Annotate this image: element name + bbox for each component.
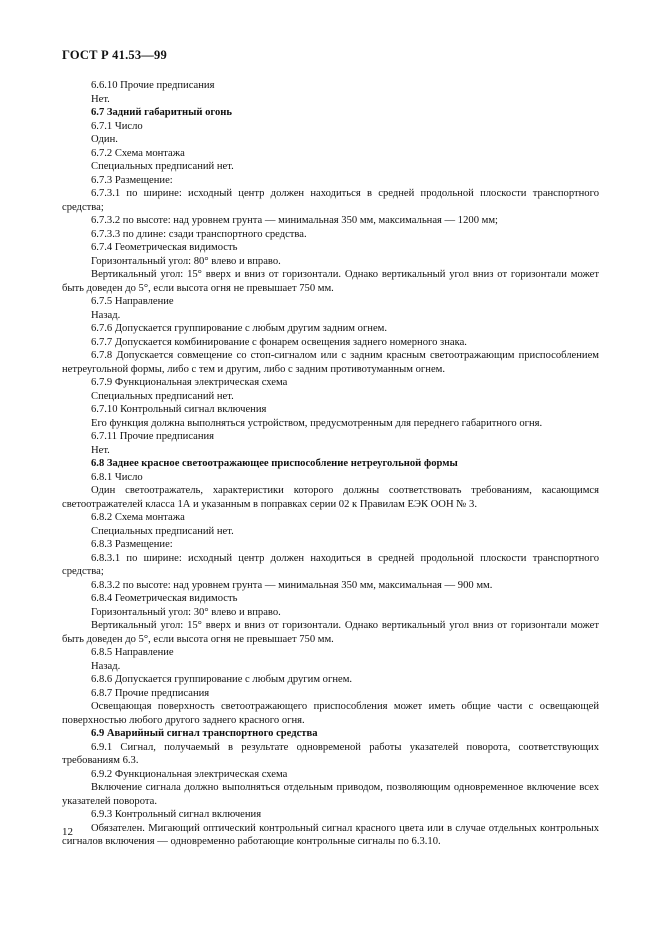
paragraph: 6.8.3 Размещение: [91, 539, 173, 550]
section-heading: 6.8 Заднее красное светоотражающее приспособление нетреугольной формы [91, 458, 458, 469]
paragraph: Один. [91, 134, 118, 145]
paragraph: 6.9.3 Контрольный сигнал включения [91, 809, 262, 820]
paragraph: Его функция должна выполняться устройством, предусмотренным для переднего габаритного огня. [91, 417, 543, 429]
paragraph: 6.7.2 Схема монтажа [91, 147, 185, 159]
paragraph: 6.8.1 Число [91, 471, 143, 483]
paragraph: 6.7.8 Допускается совмещение со стоп-сигналом или с задним красным светоотражающим приспособлением нетреугольной формы, либо с тем и другим, либо с задним противотуманным огнем. [62, 350, 599, 375]
paragraph: 6.8.2 Схема монтажа [91, 512, 185, 523]
paragraph: 6.7.7 Допускается комбинирование с фонарем освещения заднего номерного знака. [91, 336, 467, 348]
paragraph: 6.7.11 Прочие предписания [91, 431, 215, 442]
paragraph: 6.7.5 Направление [91, 296, 174, 307]
section-heading: 6.7 Задний габаритный огонь [91, 107, 232, 118]
paragraph: Обязателен. Мигающий оптический контрольный сигнал красного цвета или в случае отдельных контрольных сигналов включения — одновременно работающие контрольные сигналы по 6.3.10. [62, 822, 599, 847]
paragraph: Специальных предписаний нет. [91, 161, 234, 172]
paragraph: Один светоотражатель, характеристики которого должны соответствовать требованиям, касающимся светоотражателей класса 1А и указанным в поправках серии 02 к Правилам ЕЭК ООН № 3. [62, 485, 599, 510]
paragraph: 6.7.3.1 по ширине: исходный центр должен находиться в средней продольной плоскости транспортного средства; [62, 188, 599, 213]
paragraph: 6.9.1 Сигнал, получаемый в результате одновременой работы указателей поворота, соответствующих требованиям 6.3. [62, 741, 599, 766]
paragraph: Вертикальный угол: 15° вверх и вниз от горизонтали. Однако вертикальный угол вниз от горизонтали может быть доведен до 5°, если высота огня не превышает 750 мм. [62, 269, 599, 294]
paragraph: 6.7.3 Размещение: [91, 174, 173, 186]
paragraph: Горизонтальный угол: 80° влево и вправо. [91, 255, 281, 267]
document-body [62, 79, 599, 849]
paragraph: Вертикальный угол: 15° вверх и вниз от горизонтали. Однако вертикальный угол вниз от горизонтали может быть доведен до 5°, если высота огня не превышает 750 мм. [62, 620, 599, 645]
paragraph: 6.7.10 Контрольный сигнал включения [91, 404, 267, 415]
paragraph: 6.6.10 Прочие предписания [91, 80, 215, 91]
document-code-header: ГОСТ Р 41.53—99 [62, 48, 167, 62]
paragraph: 6.7.1 Число [91, 120, 143, 132]
paragraph: 6.7.3.2 по высоте: над уровнем грунта — минимальная 350 мм, максимальная — 1200 мм; [91, 215, 498, 226]
paragraph: Специальных предписаний нет. [91, 390, 234, 402]
paragraph: 6.9.2 Функциональная электрическая схема [91, 768, 288, 780]
paragraph: 6.7.4 Геометрическая видимость [91, 242, 238, 253]
paragraph: 6.8.3.1 по ширине: исходный центр должен находиться в средней продольной плоскости транспортного средства; [62, 552, 599, 577]
paragraph: 6.8.5 Направление [91, 647, 174, 658]
paragraph: 6.8.6 Допускается группирование с любым другим огнем. [91, 674, 353, 685]
paragraph: 6.8.7 Прочие предписания [91, 687, 210, 699]
section-heading: 6.9 Аварийный сигнал транспортного средства [91, 728, 318, 739]
paragraph: Специальных предписаний нет. [91, 525, 234, 537]
page-number: 12 [62, 826, 73, 838]
paragraph: Горизонтальный угол: 30° влево и вправо. [91, 606, 281, 618]
paragraph: 6.7.9 Функциональная электрическая схема [91, 377, 288, 388]
paragraph: Нет. [91, 444, 110, 456]
paragraph: 6.8.4 Геометрическая видимость [91, 593, 238, 604]
paragraph: 6.7.6 Допускается группирование с любым другим задним огнем. [91, 323, 388, 334]
paragraph: 6.8.3.2 по высоте: над уровнем грунта — минимальная 350 мм, максимальная — 900 мм. [91, 579, 493, 591]
paragraph: 6.7.3.3 по длине: сзади транспортного средства. [91, 228, 307, 240]
paragraph: Освещающая поверхность светоотражающего приспособления может иметь общие части с освещающей поверхностью любого другого заднего красного огня. [62, 701, 599, 726]
paragraph: Назад. [91, 660, 121, 672]
paragraph: Назад. [91, 309, 121, 321]
paragraph: Включение сигнала должно выполняться отдельным приводом, позволяющим одновременное включение всех указателей поворота. [62, 782, 599, 807]
paragraph: Нет. [91, 93, 110, 105]
